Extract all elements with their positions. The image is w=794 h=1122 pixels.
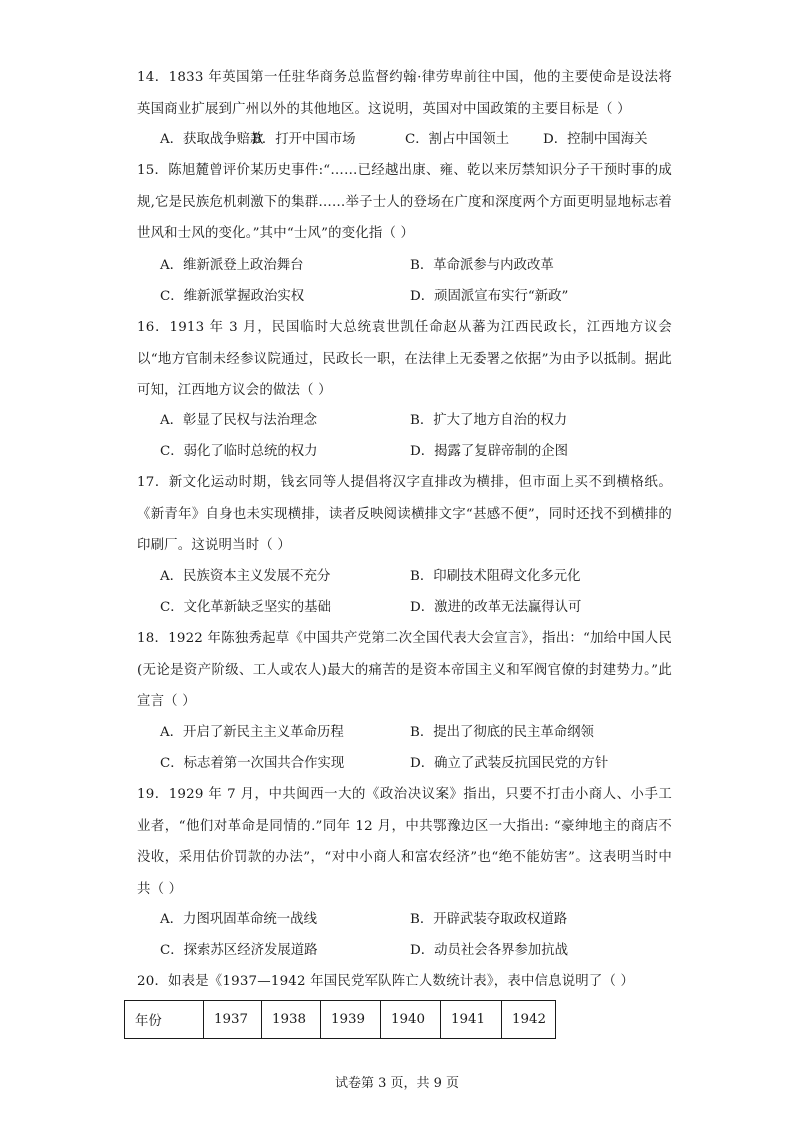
q15-option-c: C．维新派掌握政治实权 — [160, 289, 305, 304]
q17-option-a: A．民族资本主义发展不充分 — [160, 569, 331, 584]
q19-option-b: B．开辟武装夺取政权道路 — [410, 912, 568, 927]
question-16-stem: 16．1913 年 3 月，民国临时大总统袁世凯任命赵从蕃为江西民政长，江西地方议会以“地方官制未经参议院通过，民政长一职，在法律上无委署之依据”为由予以抵制。据此可知，江西地方议会的做法（ ） — [137, 320, 672, 398]
question-14-stem: 14．1833 年英国第一任驻华商务总监督约翰·律劳卑前往中国，他的主要使命是设法将英国商业扩展到广州以外的其他地区。这说明，英国对中国政策的主要目标是（ ） — [137, 70, 672, 117]
table-header-cell: 1938 — [262, 1001, 321, 1039]
page-footer: 试卷第 3 页，共 9 页 — [334, 1076, 460, 1091]
table-header-cell: 1940 — [381, 1001, 441, 1039]
table-header-cell: 1942 — [502, 1001, 556, 1039]
question-20-stem: 20．如表是《1937—1942 年国民党军队阵亡人数统计表》，表中信息说明了（ ） — [137, 974, 635, 989]
q18-option-b: B．提出了彻底的民主革命纲领 — [410, 725, 594, 740]
question-19-stem: 19．1929 年 7 月，中共闽西一大的《政治决议案》指出，只要不打击小商人、小手工业者，“他们对革命是同情的.”同年 12 月，中共鄂豫边区一大指出: “豪绅地主的商店不没收，采用估价罚款的办法”，“对中小商人和富农经济”也“绝不能妨害”。这表明当时中共（ ） — [137, 787, 672, 897]
q18-option-d: D．确立了武装反抗国民党的方针 — [410, 756, 609, 771]
q16-option-b: B．扩大了地方自治的权力 — [410, 413, 568, 428]
casualty-table — [124, 1000, 556, 1039]
table-header-cell: 年份 — [125, 1001, 204, 1039]
q14-option-a: A．获取战争赔款 — [160, 132, 264, 147]
q18-option-a: A．开启了新民主主义革命历程 — [160, 725, 344, 740]
q17-option-c: C．文化革新缺乏坚实的基础 — [160, 600, 331, 615]
q14-option-b: B．打开中国市场 — [252, 132, 356, 147]
q18-option-c: C．标志着第一次国共合作实现 — [160, 756, 345, 771]
question-18-stem: 18．1922 年陈独秀起草《中国共产党第二次全国代表大会宣言》，指出：“加给中国人民(无论是资产阶级、工人或农人)最大的痛苦的是资本帝国主义和军阀官僚的封建势力。”此宣言（ ） — [137, 631, 672, 709]
table-header-cell: 1937 — [204, 1001, 262, 1039]
table-row — [125, 1001, 556, 1039]
q15-option-a: A．维新派登上政治舞台 — [160, 258, 304, 273]
table-header-cell: 1939 — [321, 1001, 381, 1039]
q19-option-a: A．力图巩固革命统一战线 — [160, 912, 317, 927]
q14-option-d: D．控制中国海关 — [543, 132, 648, 147]
q14-option-c: C．割占中国领土 — [405, 132, 509, 147]
q16-option-d: D．揭露了复辟帝制的企图 — [410, 444, 569, 459]
question-15-stem: 15．陈旭麓曾评价某历史事件:“……已经越出康、雍、乾以来厉禁知识分子干预时事的成规,它是民族危机刺激下的集群……举子士人的登场在广度和深度两个方面更明显地标志着世风和士风的变化。”其中“士风”的变化指（ ） — [137, 163, 672, 241]
question-17-stem: 17．新文化运动时期，钱玄同等人提倡将汉字直排改为横排，但市面上买不到横格纸。《新青年》自身也未实现横排，读者反映阅读横排文字“甚感不便”，同时还找不到横排的印刷厂。这说明当时（ ） — [137, 475, 672, 553]
table-header-cell: 1941 — [441, 1001, 502, 1039]
q15-option-b: B．革命派参与内政改革 — [410, 258, 554, 273]
q15-option-d: D．顽固派宣布实行“新政” — [410, 289, 569, 304]
q17-option-d: D．激进的改革无法赢得认可 — [410, 600, 582, 615]
q19-option-c: C．探索苏区经济发展道路 — [160, 943, 318, 958]
q16-option-c: C．弱化了临时总统的权力 — [160, 444, 318, 459]
q19-option-d: D．动员社会各界参加抗战 — [410, 943, 569, 958]
q16-option-a: A．彰显了民权与法治理念 — [160, 413, 317, 428]
q17-option-b: B．印刷技术阻碍文化多元化 — [410, 569, 581, 584]
